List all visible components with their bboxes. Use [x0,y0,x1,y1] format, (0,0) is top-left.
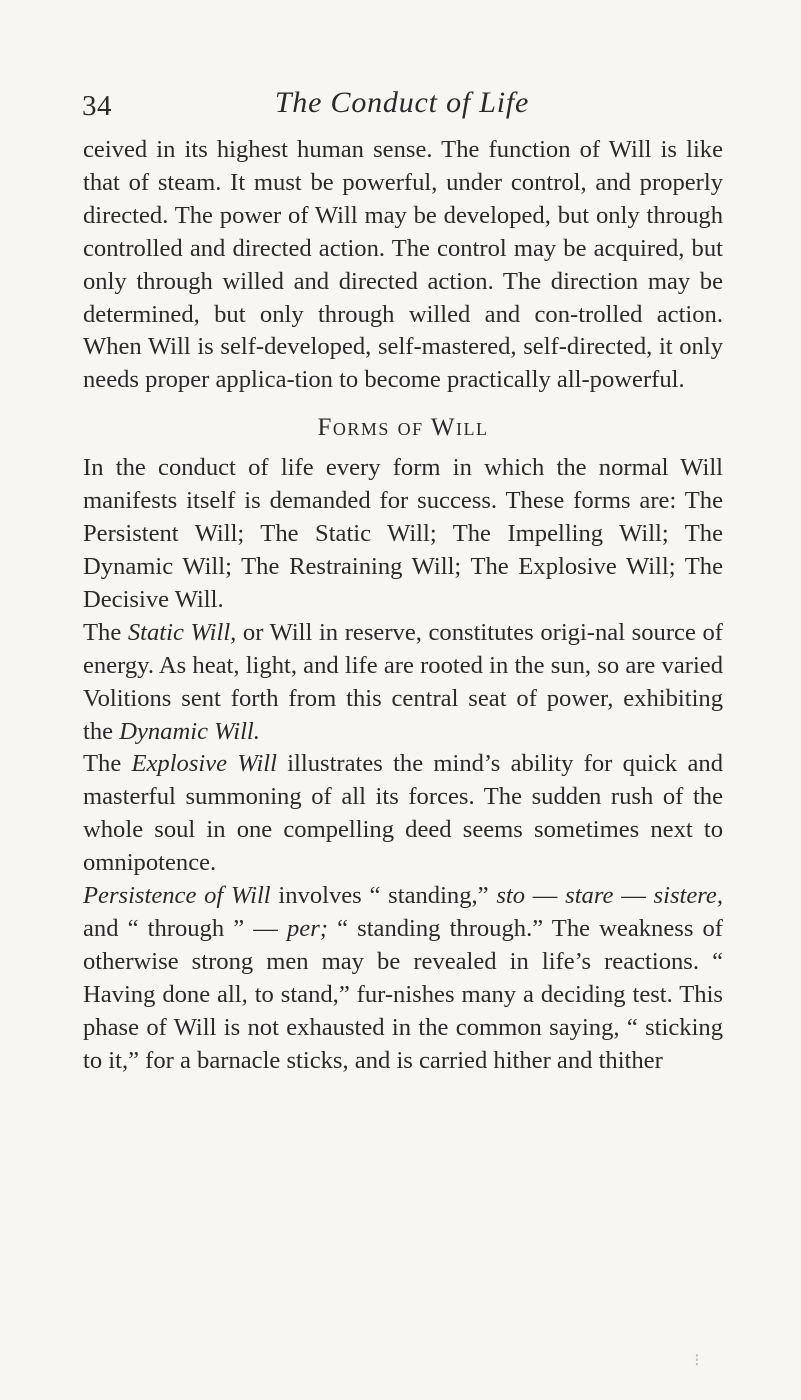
section-heading: Forms of Will [317,414,489,442]
emphasis-sto: sto [496,882,526,910]
paragraph-forms-intro: In the conduct of life every form in which the normal Will manifests itself is demanded for success. These forms are: The Persistent Will; The Static Will; The Impelling Will; The Dynamic Will; The Restraining Will; The Explosive Will; The Decisive Will. [83,454,723,613]
emphasis-static-will: Static Will, [127,618,237,646]
emphasis-dynamic-will: Dynamic Will. [119,717,260,745]
running-title: The Conduct of Life [274,86,530,119]
paragraph-explosive-will [83,748,723,880]
text-run: and “ through ” — [83,914,287,942]
text-run: involves “ standing,” [270,882,497,910]
text-the: The [83,618,128,646]
text-run: “ standing through.” The weakness of otherwise strong men may be revealed in life’s reactions. “ Having done all, to stand,” fur-nishes many a deciding test. This phase of Will is not exhausted in the common saying, “ sticking to it,” for a barnacle sticks, and is carried hither and thither [83,914,723,1074]
page-number: 34 [82,90,112,122]
scan-mark-icon: ⁝ [694,1350,700,1370]
emphasis-sistere: sistere, [653,882,723,910]
text-run: or Will in reserve, constitutes origi-nal source of energy. As heat, light, and life are rooted in the sun, so are varied Volitions sent forth from this central seat of power, exhibiting the [83,618,723,745]
paragraph-continuation: ceived in its highest human sense. The function of Will is like that of steam. It must be powerful, under control, and properly directed. The power of Will may be developed, but only through controlled and directed action. The control may be acquired, but only through willed and directed action. The direction may be determined, but only through willed and con-trolled action. When Will is self-developed, self-mastered, self-directed, it only needs proper applica-tion to become practically all-powerful. [83,136,723,394]
page-header [82,86,722,126]
paragraph-static-will [83,617,723,749]
emphasis-explosive-will: Explosive Will [131,750,277,778]
text-run: — [525,882,566,910]
paragraph-persistence [83,880,723,1077]
emphasis-stare: stare [565,882,614,910]
text-the: The [83,750,132,778]
body-text [83,134,723,1077]
emphasis-persistence-of-will: Persistence of Will [83,882,271,910]
text-run: — [613,882,654,910]
emphasis-per: per; [287,914,328,942]
text-run: illustrates the mind’s ability for quick and masterful summoning of all its forces. The sudden rush of the whole soul in one compelling deed seems sometimes next to omnipotence. [83,750,723,877]
